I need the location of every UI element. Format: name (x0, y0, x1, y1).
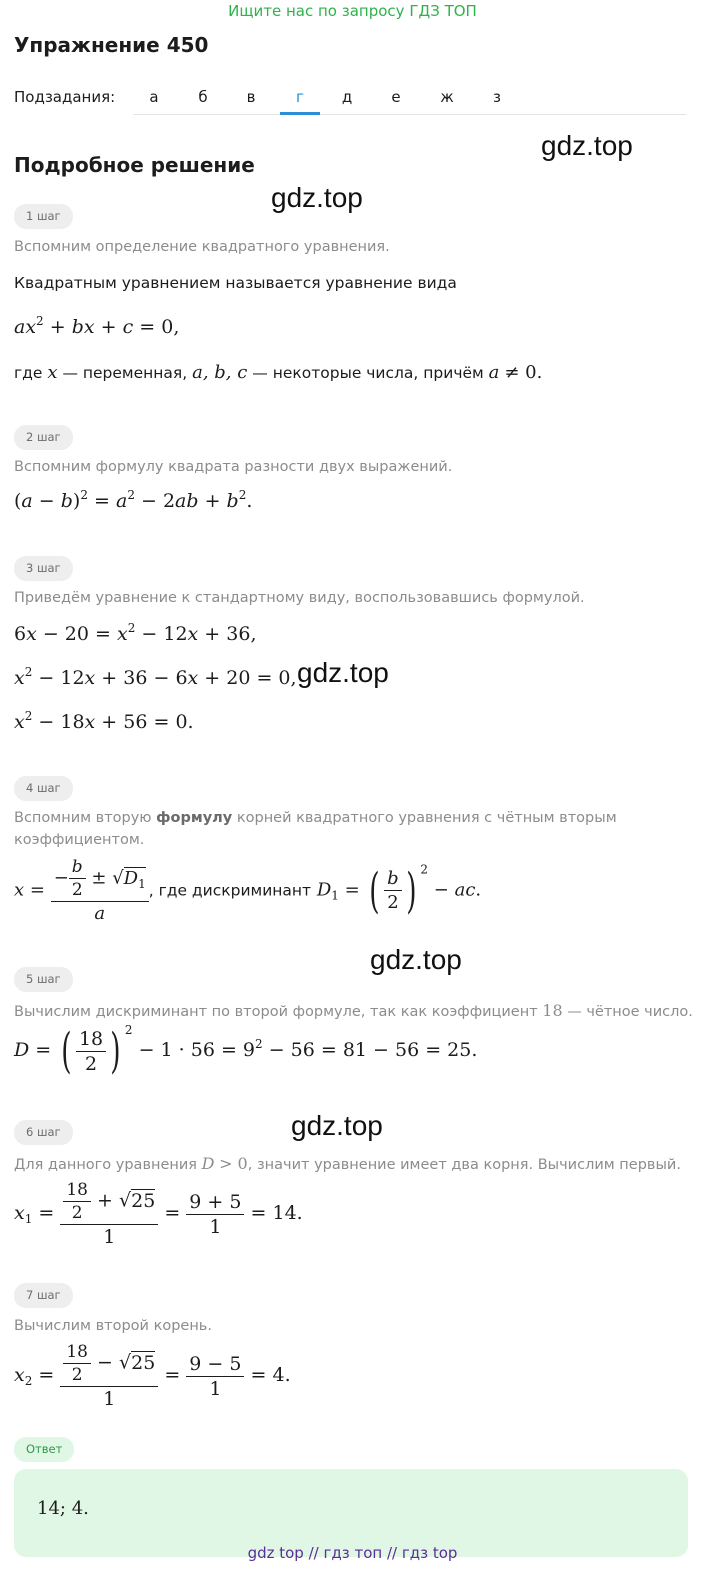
step-badge: 6 шаг (14, 1120, 73, 1145)
watermark: gdz.top (370, 944, 462, 975)
subtasks-label: Подзадания: (14, 88, 116, 106)
step-badge: 4 шаг (14, 776, 73, 801)
tab-subtask-a[interactable]: а (149, 88, 159, 106)
tab-subtask-zh[interactable]: ж (440, 88, 454, 106)
step-hint: Вспомним формулу квадрата разности двух выражений. (14, 459, 453, 475)
step-hint: Приведём уравнение к стандартному виду, воспользовавшись формулой. (14, 590, 585, 606)
tab-subtask-v[interactable]: в (246, 88, 256, 106)
formula: $6x - 20 = x^2 - 12x + 36$, (14, 621, 257, 645)
formula: $x_2$ = $\frac{18}{2}$ − √25 1 = $\frac{9 - 5}{1}$ = 4. (14, 1342, 291, 1410)
step-badge: 7 шаг (14, 1283, 73, 1308)
step-hint: Для данного уравнения D > 0, значит уравнение имеет два корня. Вычислим первый. (14, 1154, 681, 1173)
formula: D = ( $\frac{18}{2}$ ) $^2 - 1 \cdot 56 = 9^2 - 56 = 81 - 56 = 25$. (14, 1023, 478, 1079)
formula: $ax^2$ + bx + c = 0, (14, 314, 180, 338)
watermark: gdz.top (271, 182, 363, 213)
search-hint-link[interactable]: Ищите нас по запросу ГДЗ ТОП (228, 2, 477, 20)
step-badge: 5 шаг (14, 967, 73, 992)
answer-value: 14; 4. (37, 1498, 89, 1519)
answer-badge: Ответ (14, 1437, 74, 1462)
tab-subtask-b[interactable]: б (198, 88, 208, 106)
active-tab-indicator (280, 112, 320, 115)
tab-subtask-d[interactable]: д (341, 88, 353, 106)
watermark: gdz.top (541, 130, 633, 161)
watermark: gdz.top (291, 1110, 383, 1141)
footer-links[interactable]: gdz top // гдз топ // гдз top (247, 1544, 458, 1562)
tab-subtask-z[interactable]: з (493, 88, 501, 106)
step-hint: Вспомним определение квадратного уравнения. (14, 239, 390, 255)
step-hint: коэффициентом. (14, 832, 145, 848)
tab-subtask-g[interactable]: г (296, 88, 304, 106)
step-hint: Вспомним вторую формулу корней квадратного уравнения с чётным вторым (14, 810, 617, 826)
step-badge: 1 шаг (14, 204, 73, 229)
step-text: где x — переменная, a, b, c — некоторые числа, причём a ≠ 0. (14, 362, 543, 383)
formula: $x_1$ = $\frac{18}{2}$ + √25 1 = $\frac{9 + 5}{1}$ = 14. (14, 1180, 303, 1248)
step-badge: 3 шаг (14, 556, 73, 581)
step-hint: Вычислим дискриминант по второй формуле, так как коэффициент 18 — чётное число. (14, 1001, 693, 1020)
page-title: Упражнение 450 (14, 33, 209, 57)
formula: $x^2 - 12x + 36 - 6x + 20 = 0$, (14, 665, 297, 689)
tab-subtask-e[interactable]: е (391, 88, 401, 106)
formula: $(a - b)^2 = a^2 - 2ab + b^2$. (14, 488, 253, 512)
formula: x = − $\frac{b}{2}$ ± $√D_1$ a , где дискриминант $D_1$ = ( $\frac{b}{2}$ ) $^2$ − ac. (14, 857, 482, 924)
subtasks-divider (133, 114, 686, 115)
formula: $x^2 - 18x + 56 = 0$. (14, 709, 194, 733)
step-text: Квадратным уравнением называется уравнение вида (14, 274, 457, 292)
solution-heading: Подробное решение (14, 153, 255, 177)
step-badge: 2 шаг (14, 425, 73, 450)
step-hint: Вычислим второй корень. (14, 1318, 212, 1334)
watermark: gdz.top (297, 657, 389, 688)
